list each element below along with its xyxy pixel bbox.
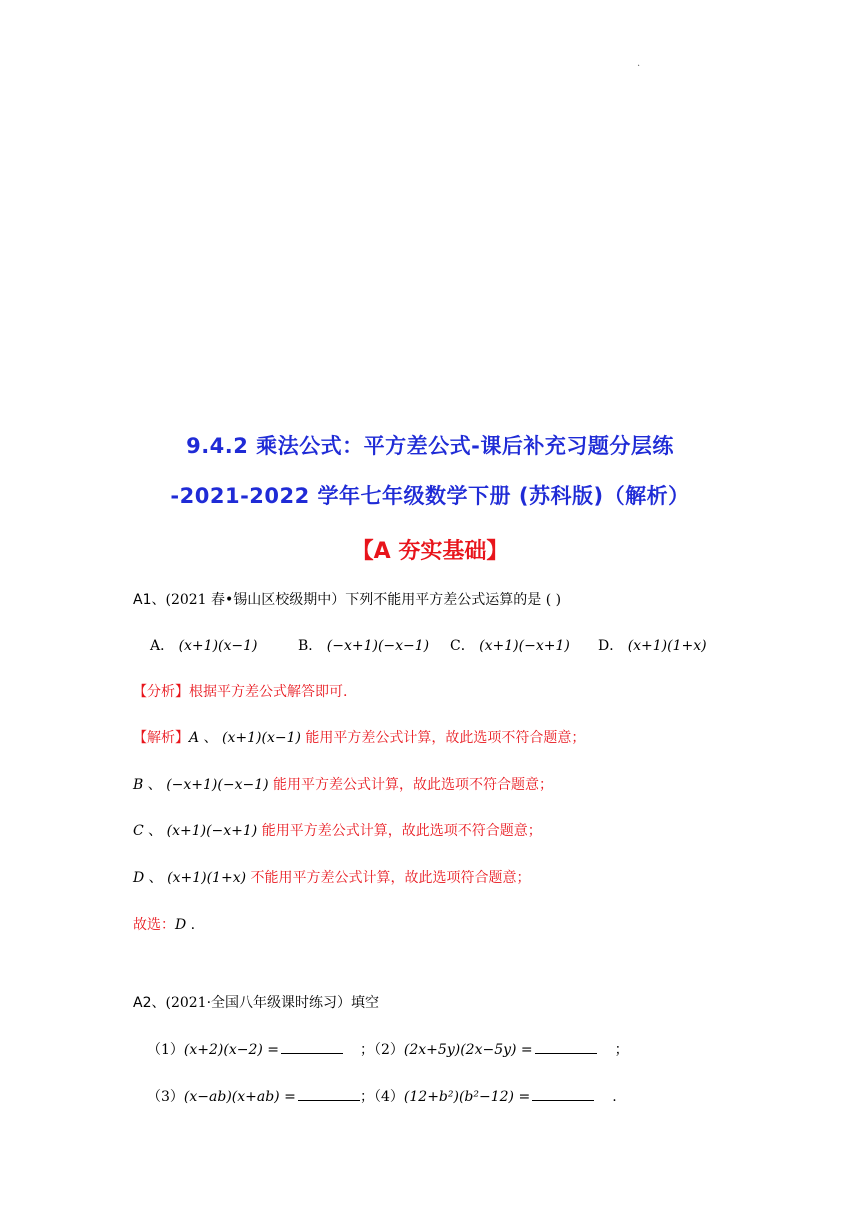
title-line-1: 9.4.2 乘法公式：平方差公式-课后补充习题分层练 (186, 434, 674, 458)
question-a1-stem (133, 589, 561, 609)
answer-blank[interactable] (298, 1088, 360, 1101)
option-c: C． (x+1)(−x+1) (450, 638, 570, 654)
solution-line-b: B 、 (−x+1)(−x−1) 能用平方差公式计算，故此选项不符合题意； (133, 777, 554, 793)
option-b: B． (−x+1)(−x−1) (298, 638, 430, 654)
fill-item-4: ；（4）(12+b²)(b²−12) = . (360, 1089, 617, 1105)
answer-letter: D (175, 917, 187, 933)
question-source: (2021 春•锡山区校级期中） (165, 592, 346, 608)
title-line-2: -2021-2022 学年七年级数学下册 (苏科版)（解析） (170, 484, 690, 508)
header-dot: . (637, 58, 641, 69)
solution-line-d: D 、 (x+1)(1+x) 不能用平方差公式计算，故此选项符合题意； (133, 870, 531, 886)
option-a: A． (x+1)(x−1) (150, 638, 258, 654)
answer-blank[interactable] (535, 1041, 597, 1054)
question-a2-stem (133, 992, 379, 1012)
question-source: (2021·全国八年级课时练习）填空 (165, 995, 380, 1011)
answer-line: 故选：D . (133, 917, 196, 933)
analysis-text: 根据平方差公式解答即可. (189, 684, 348, 700)
answer-blank[interactable] (532, 1088, 594, 1101)
answer-prefix: 故选： (133, 917, 175, 933)
question-text: 下列不能用平方差公式运算的是 ( ) (345, 592, 562, 608)
question-label: A1、 (133, 592, 166, 608)
solution-line-c: C 、 (x+1)(−x+1) 能用平方差公式计算，故此选项不符合题意； (133, 823, 542, 839)
section-title: 【A 夯实基础】 (351, 539, 509, 564)
solution-tag: 【解析】 (133, 730, 189, 746)
analysis-line (133, 681, 347, 701)
analysis-tag: 【分析】 (133, 684, 189, 700)
option-d: D． (x+1)(1+x) (598, 638, 707, 654)
answer-blank[interactable] (281, 1041, 343, 1054)
question-label: A2、 (133, 995, 166, 1011)
fill-item-2: ；（2）(2x+5y)(2x−5y) = ； (360, 1042, 629, 1058)
solution-line-a: 【解析】A 、 (x+1)(x−1) 能用平方差公式计算，故此选项不符合题意； (133, 730, 586, 746)
fill-item-3: （3）(x−ab)(x+ab) = (147, 1086, 360, 1106)
fill-item-1: （1）(x+2)(x−2) = (147, 1039, 343, 1059)
